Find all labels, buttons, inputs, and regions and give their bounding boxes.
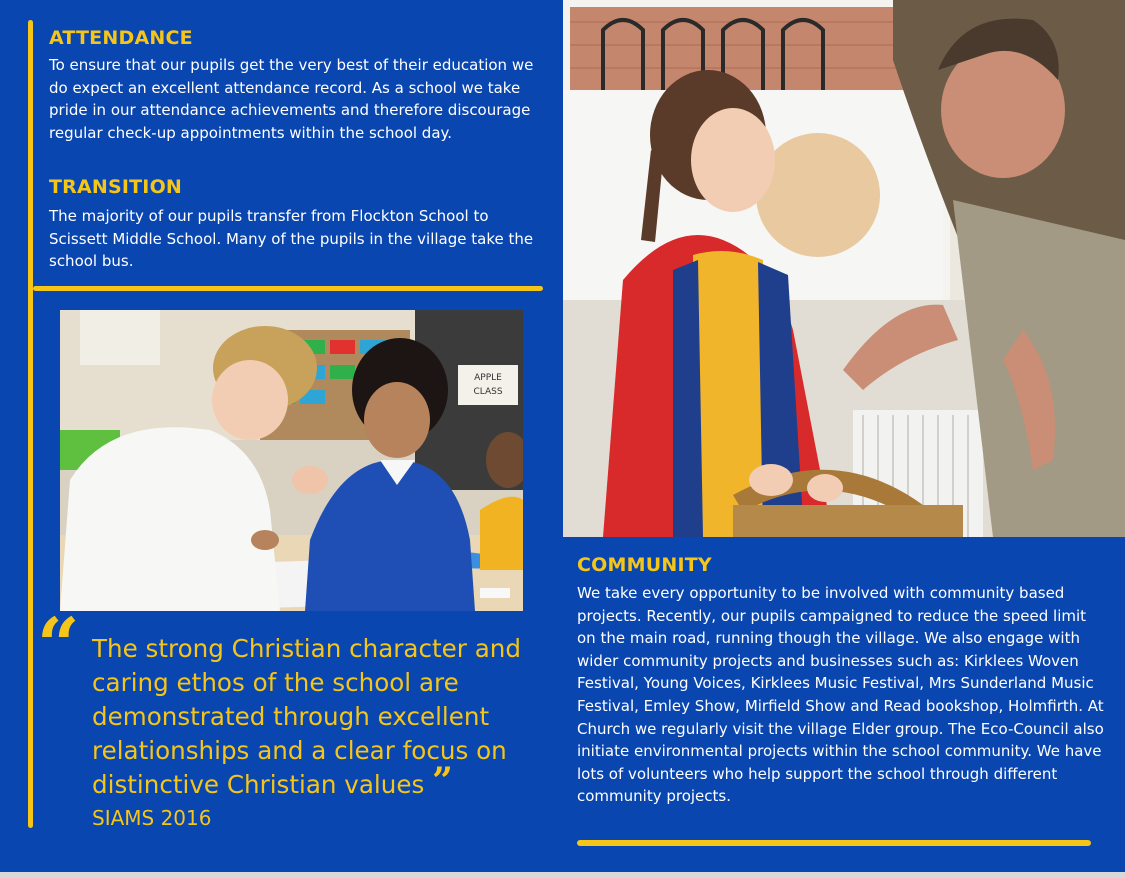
transition-text: The majority of our pupils transfer from Flockton School to Scissett Middle School. Many of the pupils in the village take the school bus. xyxy=(49,207,534,271)
community-photo xyxy=(563,0,1125,537)
page-bottom-edge xyxy=(0,872,1125,878)
community-heading: COMMUNITY xyxy=(577,554,712,576)
attendance-text: To ensure that our pupils get the very best of their education we do expect an excellent attendance record. As a school we take pride in our attendance achievements and therefore discourage regular check-up appointments within the school day. xyxy=(49,56,534,142)
left-accent-bar xyxy=(28,20,33,828)
classroom-photo xyxy=(60,310,523,611)
transition-heading: TRANSITION xyxy=(49,176,183,198)
transition-divider xyxy=(33,286,543,291)
quote-citation: SIAMS 2016 xyxy=(92,806,212,830)
open-quote-mark: “ xyxy=(37,603,80,689)
quote-text xyxy=(92,632,532,802)
classroom-sign-line2: CLASS xyxy=(473,387,503,397)
classroom-sign-line1: APPLE xyxy=(474,373,502,383)
attendance-heading: ATTENDANCE xyxy=(49,27,193,49)
community-divider xyxy=(577,840,1091,846)
community-text: We take every opportunity to be involved with community based projects. Recently, our pupils campaigned to reduce the speed limit on the main road, running though the village. We also engage with wider community projects and businesses such as: Kirklees Woven Festival, Young Voices, Kirklees Music Festival, Mrs Sunderland Music Festival, Emley Show, Mirfield Show and Read bookshop, Holmfirth. At Church we regularly visit the village Elder group. The Eco-Council also initiate environmental projects within the school community. We have lots of volunteers who help support the school through different community projects. xyxy=(577,584,1104,806)
classroom-sign xyxy=(458,365,518,405)
close-quote-mark: ” xyxy=(432,760,453,802)
quote-body: The strong Christian character and caring ethos of the school are demonstrated through excellent relationships and a clear focus on distinctive Christian values xyxy=(92,634,521,799)
